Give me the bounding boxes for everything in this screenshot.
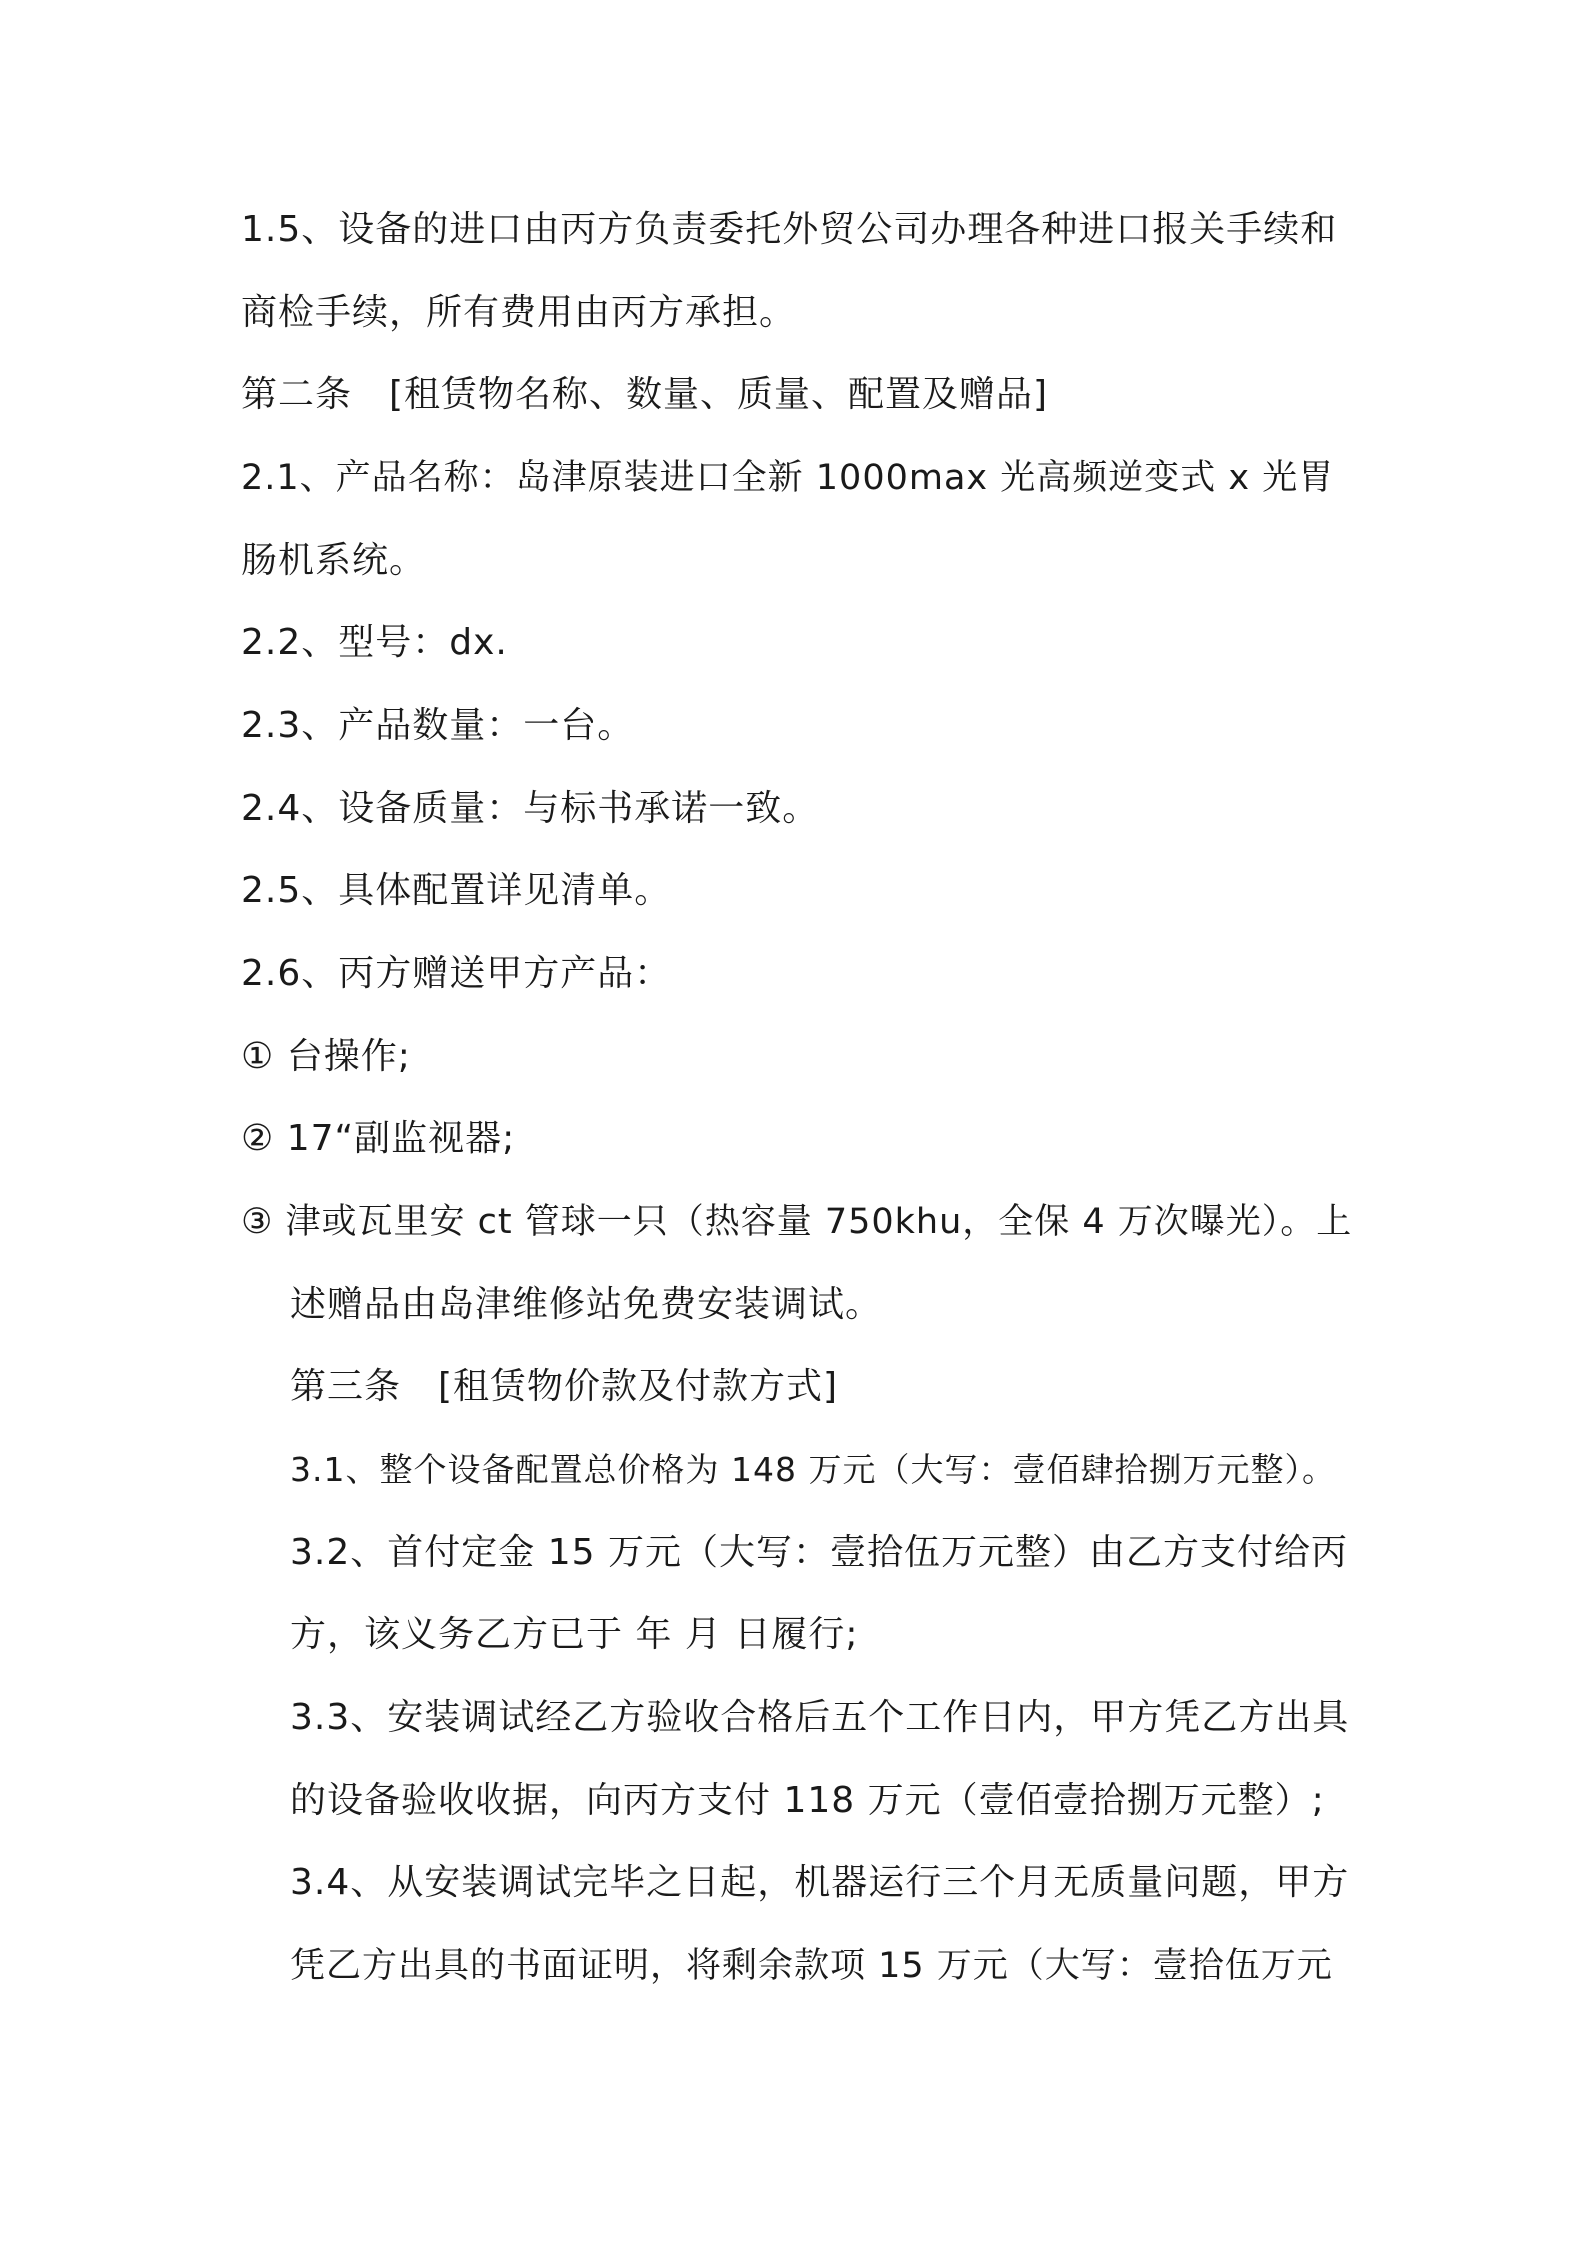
clause-3-1: 3.1、整个设备配置总价格为 148 万元（大写：壹佰肆拾捌万元整）。 <box>290 1450 1336 1489</box>
clause-2-1-line-2: 肠机系统。 <box>241 540 427 581</box>
clause-2-2: 2.2、型号：dx. <box>241 622 508 663</box>
clause-3-3-line-1: 3.3、安装调试经乙方验收合格后五个工作日内，甲方凭乙方出具 <box>290 1697 1350 1738</box>
clause-3-3-line-2: 的设备验收收据，向丙方支付 118 万元（壹佰壹拾捌万元整）; <box>290 1780 1325 1821</box>
article-2-heading: 第二条 [租赁物名称、数量、质量、配置及赠品] <box>241 374 1049 415</box>
article-3-heading: 第三条 [租赁物价款及付款方式] <box>290 1366 839 1407</box>
clause-2-3: 2.3、产品数量：一台。 <box>241 705 635 746</box>
gift-item-3-line-1: ③ 津或瓦里安 ct 管球一只（热容量 750khu，全保 4 万次曝光）。上 <box>241 1202 1353 1242</box>
clause-2-6: 2.6、丙方赠送甲方产品： <box>241 953 672 994</box>
clause-3-2-line-1: 3.2、首付定金 15 万元（大写：壹拾伍万元整）由乙方支付给丙 <box>290 1532 1348 1573</box>
gift-item-3-line-2: 述赠品由岛津维修站免费安装调试。 <box>290 1284 883 1325</box>
clause-2-5: 2.5、具体配置详见清单。 <box>241 870 672 911</box>
clause-3-2-line-2: 方，该义务乙方已于 年 月 日履行; <box>290 1614 859 1655</box>
clause-2-1-line-1: 2.1、产品名称：岛津原装进口全新 1000max 光高频逆变式 x 光胃 <box>241 458 1335 498</box>
clause-2-4: 2.4、设备质量：与标书承诺一致。 <box>241 788 820 829</box>
clause-1-5-line-1: 1.5、设备的进口由丙方负责委托外贸公司办理各种进口报关手续和 <box>241 209 1338 250</box>
clause-3-4-line-2: 凭乙方出具的书面证明，将剩余款项 15 万元（大写：壹拾伍万元 <box>290 1946 1333 1986</box>
clause-3-4-line-1: 3.4、从安装调试完毕之日起，机器运行三个月无质量问题，甲方 <box>290 1862 1350 1903</box>
gift-item-1: ① 台操作; <box>241 1036 411 1077</box>
clause-1-5-line-2: 商检手续，所有费用由丙方承担。 <box>241 292 797 333</box>
gift-item-2: ② 17“副监视器; <box>241 1118 516 1159</box>
